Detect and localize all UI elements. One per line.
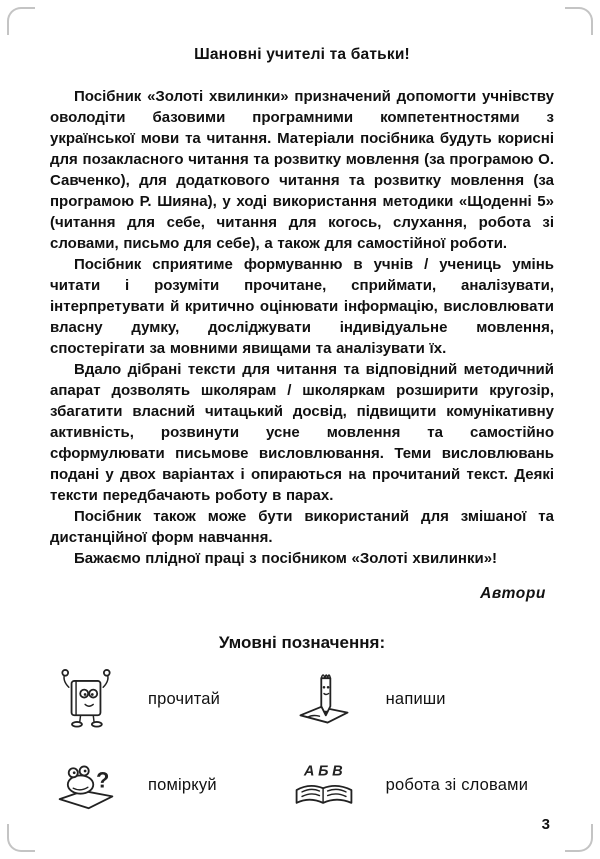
page-title: Шановні учителі та батьки! (194, 46, 410, 63)
reading-book-character-icon (50, 669, 122, 729)
legend-label-words: робота зі словами (385, 775, 529, 794)
page-content (50, 46, 554, 821)
paragraph: Посібник «Золоті хвилинки» призначений допомогти учнівству оволодіти базовими програмними компетентностями з української мови та читання. Матеріали посібника будуть корисні для позакласного читання та розвитку мовлення (за програмою О. Савченко), для додаткового читання та розвитку мовлення (за програмою Р. Шияна), у ході використання методики «Щоденні 5» (читання для себе, читання для когось, слухання, робота зі словами, письмо для себе), а також для самостійної роботи. (50, 88, 554, 252)
legend-item-read (50, 663, 282, 735)
legend-item-words (288, 749, 554, 821)
corner-mark-top-right (565, 7, 593, 35)
paragraph: Вдало дібрані тексти для читання та відповідний методичний апарат дозволять школярам / школяркам розширити кругозір, збагатити власний читацький досвід, підвищити комунікативну активність, розвинути усне мовлення та самостійно сформулювати письмове висловлювання. Теми висловлювань подані у двох варіантах і опираються на прочитаний текст. Деякі тексти передбачають роботу в парах. (50, 361, 554, 504)
legend-label-read: прочитай (148, 689, 221, 708)
legend (50, 663, 554, 821)
question-mark-glyph: ? (96, 766, 110, 792)
paragraph: Посібник сприятиме формуванню в учнів / учениць умінь читати і розуміти прочитане, сприймати, аналізувати, інтерпретувати й критично оцінювати інформацію, висловлювати власну думку, досліджувати індивідуальне мовлення, спостерігати за мовними явищами та аналізувати їх. (50, 256, 554, 357)
paragraph: Посібник також може бути використаний для змішаної та дистанційної форм навчання. (50, 508, 554, 546)
pencil-character-icon (288, 670, 360, 728)
corner-mark-bottom-left (7, 824, 35, 852)
legend-item-think (50, 749, 282, 821)
legend-label-write: напиши (385, 689, 446, 708)
frog-thinking-icon (50, 758, 122, 813)
paragraph: Бажаємо плідної праці з посібником «Золоті хвилинки»! (74, 550, 498, 567)
corner-mark-top-left (7, 7, 35, 35)
page-number: 3 (541, 816, 550, 833)
legend-label-think: поміркуй (148, 775, 217, 794)
open-book-letters-icon (288, 759, 360, 812)
intro-text (50, 86, 554, 569)
legend-item-write (288, 663, 554, 735)
abc-letters-glyph: АБВ (303, 762, 346, 779)
legend-heading: Умовні позначення: (218, 633, 386, 652)
corner-mark-bottom-right (565, 824, 593, 852)
authors-signature: Автори (480, 585, 546, 602)
